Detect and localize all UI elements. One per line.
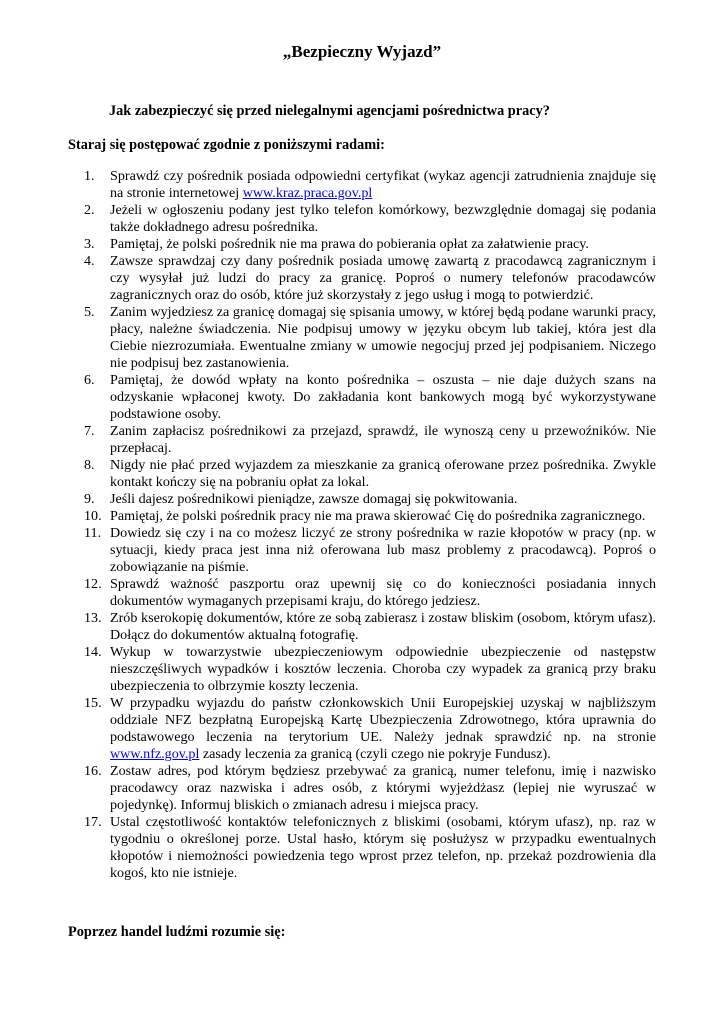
list-item-text: Zanim zapłacisz pośrednikowi za przejazd, sprawdź, ile wynoszą ceny u przewoźników. Nie przepłacaj. xyxy=(110,423,656,456)
list-item-number: 2. xyxy=(84,202,95,218)
list-item xyxy=(84,576,656,610)
list-item-text: Ustal częstotliwość kontaktów telefonicznych z bliskimi (osobami, którym ufasz), np. raz w tygodniu o określonej porze. Ustal hasło, którym się posłużysz w przypadku ewentualnych kłopotów i niemożności powiedzenia tego wprost przez telefon, np. przekaż pozdrowienia dla kogoś, kto nie istnieje. xyxy=(110,814,656,881)
list-item xyxy=(84,457,656,491)
list-item-text: Jeśli dajesz pośrednikowi pieniądze, zawsze domagaj się pokwitowania. xyxy=(110,491,518,507)
list-item xyxy=(84,525,656,576)
list-item-number: 14. xyxy=(84,644,102,660)
list-item-number: 3. xyxy=(84,236,95,252)
list-item-number: 17. xyxy=(84,814,102,830)
list-item xyxy=(84,372,656,423)
list-item-text: Zawsze sprawdzaj czy dany pośrednik posiada umowę zawartą z pracodawcą zagranicznym i czy wysyłał już ludzi do pracy za granicę. Poproś o numery telefonów pracodawców zagranicznych oraz do osób, które już skorzystały z jego usług i mogą to potwierdzić. xyxy=(110,253,656,303)
list-item-text: Pamiętaj, że polski pośrednik nie ma prawa do pobierania opłat za załatwienie pracy. xyxy=(110,236,589,252)
list-item-text: Sprawdź czy pośrednik posiada odpowiedni certyfikat (wykaz agencji zatrudnienia znajduje się na stronie internetowej xyxy=(110,168,656,201)
list-item-number: 8. xyxy=(84,457,95,473)
website-link[interactable]: www.nfz.gov.pl xyxy=(110,746,200,762)
list-item-number: 4. xyxy=(84,253,95,269)
list-item-text: Jeżeli w ogłoszeniu podany jest tylko telefon komórkowy, bezwzględnie domagaj się podania także dokładnego adresu pośrednika. xyxy=(110,202,656,235)
list-item-text: Nigdy nie płać przed wyjazdem za mieszkanie za granicą oferowane przez pośrednika. Zwykle kontakt kończy się na pobraniu opłat za lokal. xyxy=(110,457,656,490)
page-title: „Bezpieczny Wyjazd” xyxy=(282,42,442,61)
list-item xyxy=(84,763,656,814)
list-item xyxy=(84,508,656,525)
list-item-number: 16. xyxy=(84,763,102,779)
list-item xyxy=(84,304,656,372)
list-item-number: 9. xyxy=(84,491,95,507)
list-item xyxy=(84,644,656,695)
list-item-number: 5. xyxy=(84,304,95,320)
list-item-number: 1. xyxy=(84,168,95,184)
list-item-number: 6. xyxy=(84,372,95,388)
section-heading: Poprzez handel ludźmi rozumie się: xyxy=(68,924,286,940)
list-item xyxy=(84,491,656,508)
list-item xyxy=(84,202,656,236)
intro-heading: Staraj się postępować zgodnie z poniższymi radami: xyxy=(68,137,385,153)
list-item-text: Dowiedz się czy i na co możesz liczyć ze strony pośrednika w razie kłopotów w pracy (np. w sytuacji, kiedy praca jest inna niż oferowana lub masz problemy z pracodawcą). Poproś o zobowiązanie na piśmie. xyxy=(110,525,656,575)
list-item xyxy=(84,168,656,202)
list-item-text: Pamiętaj, że polski pośrednik pracy nie ma prawa skierować Cię do pośrednika zagranicznego. xyxy=(110,508,646,524)
list-item xyxy=(84,695,656,763)
list-item-text: Zostaw adres, pod którym będziesz przebywać za granicą, numer telefonu, imię i nazwisko pracodawcy oraz nazwiska i adres osób, z którymi wyjeżdżasz (lepiej nie wyruszać w pojedynkę). Informuj bliskich o zmianach adresu i miejsca pracy. xyxy=(110,763,656,813)
list-item xyxy=(84,814,656,882)
list-item-number: 7. xyxy=(84,423,95,439)
list-item-text: Sprawdź ważność paszportu oraz upewnij się co do konieczności posiadania innych dokumentów wymaganych przepisami kraju, do którego jedziesz. xyxy=(110,576,656,609)
list-item-number: 12. xyxy=(84,576,102,592)
list-item xyxy=(84,236,656,253)
website-link[interactable]: www.kraz.praca.gov.pl xyxy=(242,185,373,201)
subtitle: Jak zabezpieczyć się przed nielegalnymi agencjami pośrednictwa pracy? xyxy=(109,103,550,119)
list-item-text: Pamiętaj, że dowód wpłaty na konto pośrednika – oszusta – nie daje dużych szans na odzyskanie wpłaconej kwoty. Do zakładania kont bankowych mogą być wykorzystywane podstawione osoby. xyxy=(110,372,656,422)
list-item-number: 11. xyxy=(84,525,102,541)
list-item xyxy=(84,423,656,457)
list-item-text: Wykup w towarzystwie ubezpieczeniowym odpowiednie ubezpieczenie od następstw nieszczęśliwych wypadków i kosztów leczenia. Choroba czy wypadek za granicą przy braku ubezpieczenia to olbrzymie koszty leczenia. xyxy=(110,644,656,694)
list-item-number: 10. xyxy=(84,508,102,524)
list-item-text-continued: zasady leczenia za granicą (czyli czego nie pokryje Fundusz). xyxy=(199,746,551,762)
list-item-text: Zanim wyjedziesz za granicę domagaj się spisania umowy, w której będą podane warunki pracy, płacy, należne świadczenia. Nie podpisuj umowy w języku obcym lub takiej, która jest dla Ciebie niezrozumiała. Ewentualne zmiany w umowie negocjuj przed jej podpisaniem. Niczego nie podpisuj bez zastanowienia. xyxy=(110,304,656,371)
list-item-number: 13. xyxy=(84,610,102,626)
list-item xyxy=(84,610,656,644)
list-item xyxy=(84,253,656,304)
list-item-text: Zrób kserokopię dokumentów, które ze sobą zabierasz i zostaw bliskim (osobom, którym ufasz). Dołącz do dokumentów aktualną fotografię. xyxy=(110,610,656,643)
list-item-text: W przypadku wyjazdu do państw członkowskich Unii Europejskiej uzyskaj w najbliższym oddziale NFZ bezpłatną Europejską Kartę Ubezpieczenia Zdrowotnego, która uprawnia do podstawowego leczenia na terytorium UE. Należy jednak sprawdzić np. na stronie xyxy=(110,695,656,745)
rules-list xyxy=(84,168,656,882)
list-item-number: 15. xyxy=(84,695,102,711)
